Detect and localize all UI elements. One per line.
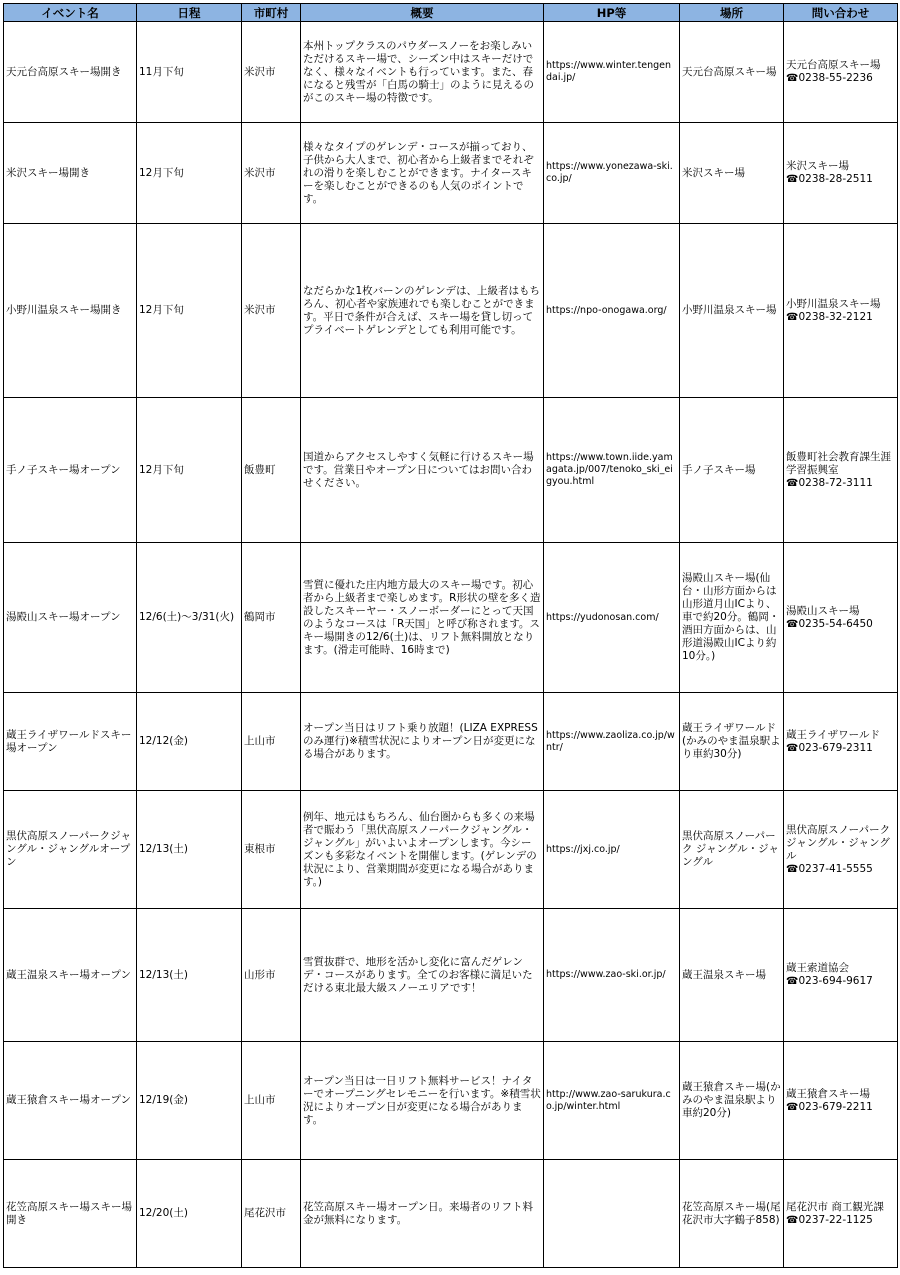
phone-number: 023-694-9617 [798, 975, 873, 987]
event-name-cell: 手ノ子スキー場オープン [4, 398, 137, 543]
phone-icon: ☎ [786, 174, 799, 185]
phone-icon: ☎ [786, 1214, 799, 1226]
location-cell: 米沢スキー場 [680, 123, 784, 224]
location-cell: 黒伏高原スノーパーク ジャングル・ジャングル [680, 791, 784, 909]
homepage-link[interactable]: https://npo-onogawa.org/ [544, 224, 680, 398]
table-row [4, 543, 898, 693]
phone-icon: ☎ [786, 863, 799, 875]
homepage-link[interactable]: http://www.zao-sarukura.co.jp/winter.html [544, 1042, 680, 1160]
homepage-link[interactable]: https://www.winter.tengendai.jp/ [544, 22, 680, 123]
schedule-cell: 12/13(土) [137, 909, 242, 1042]
contact-cell [784, 224, 898, 398]
summary-cell: 例年、地元はもちろん、仙台圏からも多くの来場者で賑わう「黒伏高原スノーパークジャングル・ジャングル」がいよいよオープンします。今シーズンも多彩なイベントを開催します。(ゲレンデの状況により、営業期間が変更になる場合があります。) [301, 791, 544, 909]
event-name-cell: 蔵王温泉スキー場オープン [4, 909, 137, 1042]
table-row [4, 909, 898, 1042]
contact-phone [786, 72, 895, 85]
schedule-cell: 12/13(土) [137, 791, 242, 909]
phone-number: 0238-55-2236 [798, 72, 873, 84]
municipality-cell: 山形市 [242, 909, 301, 1042]
event-name-cell: 小野川温泉スキー場開き [4, 224, 137, 398]
phone-number: 0238-72-3111 [798, 476, 873, 489]
summary-cell: オープン当日は一日リフト無料サービス！ナイターでオープニングセレモニーを行います。※積雪状況によりオープン日が変更になる場合があります。 [301, 1042, 544, 1160]
phone-number: 0238-32-2121 [798, 310, 873, 323]
homepage-link[interactable]: https://www.yonezawa-ski.co.jp/ [544, 123, 680, 224]
location-cell: 湯殿山スキー場(仙台・山形方面からは山形道月山ICより、車で約20分。鶴岡・酒田方面からは、山形道湯殿山ICより約10分。) [680, 543, 784, 693]
header-municipality: 市町村 [242, 4, 301, 22]
summary-cell: オープン当日はリフト乗り放題！(LIZA EXPRESSのみ運行)※積雪状況によりオープン日が変更になる場合があります。 [301, 693, 544, 791]
phone-icon: ☎ [786, 73, 799, 84]
phone-icon: ☎ [786, 742, 799, 754]
schedule-cell: 11月下旬 [137, 22, 242, 123]
municipality-cell: 上山市 [242, 1042, 301, 1160]
table-row [4, 1042, 898, 1160]
phone-number: 0237-41-5555 [798, 862, 873, 875]
contact-name: 小野川温泉スキー場 [786, 297, 881, 310]
table-row [4, 123, 898, 224]
event-name-cell: 蔵王ライザワールドスキー場オープン [4, 693, 137, 791]
summary-cell: なだらかな1枚バーンのゲレンデは、上級者はもちろん、初心者や家族連れでも楽しむことができます。平日で条件が合えば、スキー場を貸し切ってプライベートゲレンデとしても利用可能です。 [301, 224, 544, 398]
contact-name: 蔵王索道協会 [786, 962, 849, 974]
contact-cell [784, 543, 898, 693]
table-body [4, 22, 898, 1268]
header-contact: 問い合わせ [784, 4, 898, 22]
table-row [4, 693, 898, 791]
event-table-container [3, 3, 898, 1268]
municipality-cell: 米沢市 [242, 224, 301, 398]
contact-name: 米沢スキー場 [786, 160, 849, 172]
contact-phone [786, 618, 895, 631]
summary-cell: 国道からアクセスしやすく気軽に行けるスキー場です。営業日やオープン日についてはお問い合わせください。 [301, 398, 544, 543]
homepage-link[interactable]: https://jxj.co.jp/ [544, 791, 680, 909]
contact-cell [784, 791, 898, 909]
summary-cell: 花笠高原スキー場オープン日。来場者のリフト料金が無料になります。 [301, 1160, 544, 1268]
contact-phone [786, 863, 895, 876]
municipality-cell: 鶴岡市 [242, 543, 301, 693]
location-cell: 小野川温泉スキー場 [680, 224, 784, 398]
table-row [4, 398, 898, 543]
contact-cell [784, 909, 898, 1042]
phone-number: 0238-28-2511 [798, 173, 873, 185]
schedule-cell: 12月下旬 [137, 123, 242, 224]
phone-icon: ☎ [786, 976, 799, 987]
table-row [4, 224, 898, 398]
homepage-link[interactable]: https://www.zaoliza.co.jp/wntr/ [544, 693, 680, 791]
contact-phone [786, 477, 895, 490]
table-row [4, 1160, 898, 1268]
municipality-cell: 上山市 [242, 693, 301, 791]
homepage-link[interactable]: https://www.zao-ski.or.jp/ [544, 909, 680, 1042]
contact-phone [786, 1214, 895, 1227]
location-cell: 手ノ子スキー場 [680, 398, 784, 543]
contact-phone [786, 742, 895, 755]
contact-cell [784, 22, 898, 123]
summary-cell: 様々なタイプのゲレンデ・コースが揃っており、子供から大人まで、初心者から上級者までそれぞれの滑りを楽しむことができます。ナイタースキーを楽しむことができるのも人気のポイントです。 [301, 123, 544, 224]
table-row [4, 22, 898, 123]
contact-cell [784, 1160, 898, 1268]
event-name-cell: 天元台高原スキー場開き [4, 22, 137, 123]
municipality-cell: 米沢市 [242, 123, 301, 224]
table-row [4, 791, 898, 909]
event-name-cell: 湯殿山スキー場オープン [4, 543, 137, 693]
municipality-cell: 東根市 [242, 791, 301, 909]
municipality-cell: 尾花沢市 [242, 1160, 301, 1268]
schedule-cell: 12/12(金) [137, 693, 242, 791]
contact-phone [786, 311, 895, 324]
phone-icon: ☎ [786, 618, 799, 630]
homepage-link[interactable]: https://www.town.iide.yamagata.jp/007/tenoko_ski_eigyou.html [544, 398, 680, 543]
phone-icon: ☎ [786, 1101, 799, 1113]
contact-name: 湯殿山スキー場 [786, 604, 860, 617]
contact-cell [784, 398, 898, 543]
municipality-cell: 飯豊町 [242, 398, 301, 543]
summary-cell: 本州トップクラスのパウダースノーをお楽しみいただけるスキー場で、シーズン中はスキーだけでなく、様々なイベントも行っています。また、春になると残雪が「白馬の騎士」のように見えるのがこのスキー場の特徴です。 [301, 22, 544, 123]
contact-phone [786, 173, 895, 186]
phone-number: 023-679-2211 [798, 1100, 873, 1113]
header-summary: 概要 [301, 4, 544, 22]
schedule-cell: 12月下旬 [137, 224, 242, 398]
contact-cell [784, 1042, 898, 1160]
contact-name: 飯豊町社会教育課生涯学習振興室 [786, 450, 891, 476]
phone-number: 023-679-2311 [798, 741, 873, 754]
event-name-cell: 黒伏高原スノーパークジャングル・ジャングルオープン [4, 791, 137, 909]
homepage-link[interactable]: https://yudonosan.com/ [544, 543, 680, 693]
schedule-cell: 12/6(土)〜3/31(火) [137, 543, 242, 693]
contact-name: 天元台高原スキー場 [786, 59, 881, 71]
municipality-cell: 米沢市 [242, 22, 301, 123]
contact-phone [786, 975, 895, 988]
summary-cell: 雪質に優れた庄内地方最大のスキー場です。初心者から上級者まで楽しめます。R形状の壁を多く造設したスキーヤー・スノーボーダーにとって天国のようなコースは「R天国」と呼び称されます。スキー場開きの12/6(土)は、リフト無料開放となります。(滑走可能時、16時まで) [301, 543, 544, 693]
header-homepage: HP等 [544, 4, 680, 22]
contact-cell [784, 693, 898, 791]
phone-number: 0235-54-6450 [798, 617, 873, 630]
header-event-name: イベント名 [4, 4, 137, 22]
schedule-cell: 12月下旬 [137, 398, 242, 543]
location-cell: 蔵王温泉スキー場 [680, 909, 784, 1042]
location-cell: 蔵王ライザワールド(かみのやま温泉駅より車約30分) [680, 693, 784, 791]
contact-phone [786, 1101, 895, 1114]
location-cell: 天元台高原スキー場 [680, 22, 784, 123]
header-row [4, 4, 898, 22]
location-cell: 花笠高原スキー場(尾花沢市大字鶴子858) [680, 1160, 784, 1268]
header-location: 場所 [680, 4, 784, 22]
event-name-cell: 花笠高原スキー場スキー場開き [4, 1160, 137, 1268]
schedule-cell: 12/20(土) [137, 1160, 242, 1268]
event-name-cell: 米沢スキー場開き [4, 123, 137, 224]
phone-icon: ☎ [786, 311, 799, 323]
schedule-cell: 12/19(金) [137, 1042, 242, 1160]
phone-icon: ☎ [786, 477, 799, 489]
summary-cell: 雪質抜群で、地形を活かし変化に富んだゲレンデ・コースがあります。全てのお客様に満足いただける東北最大級スノーエリアです！ [301, 909, 544, 1042]
location-cell: 蔵王猿倉スキー場(かみのやま温泉駅より車約20分) [680, 1042, 784, 1160]
contact-name: 蔵王ライザワールド [786, 728, 880, 741]
header-schedule: 日程 [137, 4, 242, 22]
event-name-cell: 蔵王猿倉スキー場オープン [4, 1042, 137, 1160]
contact-name: 蔵王猿倉スキー場 [786, 1087, 870, 1100]
contact-name: 尾花沢市 商工観光課 [786, 1200, 884, 1213]
contact-name: 黒伏高原スノーパーク ジャングル・ジャングル [786, 823, 891, 862]
phone-number: 0237-22-1125 [798, 1213, 873, 1226]
contact-cell [784, 123, 898, 224]
ski-event-table [3, 3, 898, 1268]
homepage-link[interactable] [544, 1160, 680, 1268]
